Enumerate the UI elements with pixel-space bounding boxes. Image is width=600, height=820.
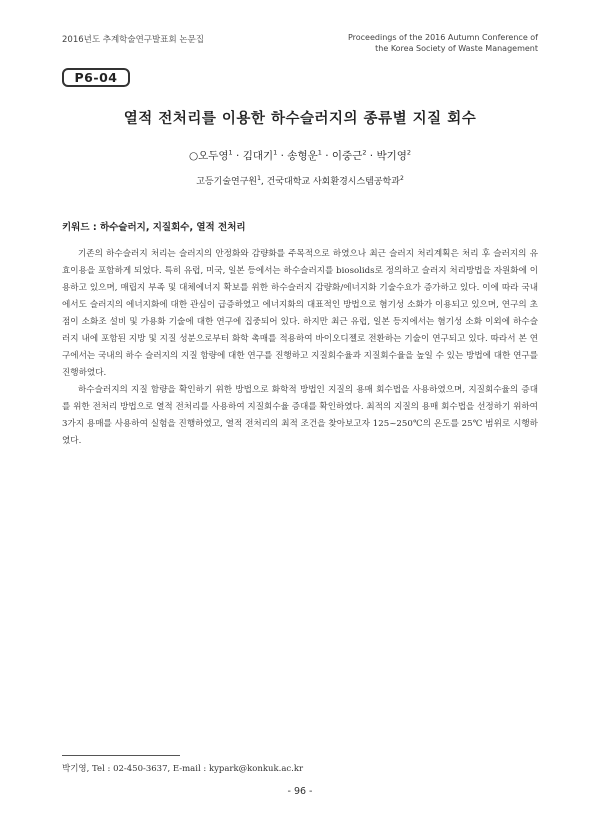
paper-title: 열적 전처리를 이용한 하수슬러지의 종류별 지질 회수	[123, 111, 477, 127]
running-header-right-line2: the Korea Society of Waste Management	[375, 44, 538, 53]
page-number: - 96 -	[287, 786, 313, 797]
affiliation-line	[0, 174, 600, 187]
author-2-name: 김대기	[242, 150, 274, 162]
author-2-affil: 1	[273, 148, 278, 157]
footnote-divider	[62, 755, 180, 756]
affiliation-2-marker: 2	[399, 175, 404, 182]
author-list	[0, 148, 600, 163]
author-1-name: 오두영	[198, 150, 229, 162]
abstract-body	[62, 246, 538, 450]
body-paragraph-2: 하수슬러지의 지질 함량을 확인하기 위한 방법으로 화학적 방법인 지질의 용매 회수법을 사용하였으며, 지질회수율의 증대를 위한 전처리 방법으로 열적 전처리를 사용하여 지질회수율 증대를 확인하였다. 최적의 지질의 용매 회수법을 선정하기 위하여 3가지 용매를 사용하여 실험을 진행하였고, 열적 전처리의 최적 조건을 찾아보고자 125~250℃의 온도를 25℃ 범위로 시행하였다.	[62, 385, 538, 446]
affiliation-1: 고등기술연구원	[196, 177, 258, 187]
paper-id-badge: P6-04	[62, 68, 130, 87]
running-header-left: 2016년도 추계학술연구발표회 논문집	[62, 35, 204, 45]
keywords: 키워드 : 하수슬러지, 지질회수, 열적 전처리	[62, 222, 246, 233]
author-4-name: 이중근	[331, 150, 363, 162]
running-header-right	[278, 32, 538, 54]
author-5-affil: 2	[406, 148, 412, 157]
author-3-affil: 1	[317, 148, 322, 157]
author-1-affil: 1	[228, 148, 233, 157]
running-header-right-line1: Proceedings of the 2016 Autumn Conference of	[347, 33, 538, 42]
author-3-name: 송형운	[287, 150, 318, 162]
affiliation-separator: ,	[260, 177, 267, 187]
affiliation-1-marker: 1	[257, 175, 261, 182]
author-1-marker: ○	[188, 150, 199, 162]
author-separator: ·	[232, 150, 243, 162]
corresponding-author-footnote: 박기영, Tel : 02-450-3637, E-mail : kypark@konkuk.ac.kr	[62, 764, 304, 774]
author-4-affil: 2	[362, 148, 367, 157]
body-paragraph-1: 기존의 하수슬러지 처리는 슬러지의 안정화와 감량화를 주목적으로 하였으나 최근 슬러지 처리계획은 처리 후 슬러지의 유효이용을 포함하게 되었다. 특히 유럽, 미국, 일본 등에서는 하수슬러지를 biosolids로 정의하고 슬러지 처리방법을 자원화에 이용하고 있으며, 매립지 부족 및 대체에너지 확보를 위한 하수슬러지 감량화/에너지화 기술수요가 증가하고 있다. 이에 따라 국내에서도 슬러지의 에너지화에 대한 관심이 급증하였고 에너지화의 대표적인 방법으로 혐기성 소화가 이용되고 있으며, 연구의 초점이 소화조 설비 및 가용화 기술에 대한 연구에 집중되어 있다. 하지만 최근 유럽, 일본 등지에서는 혐기성 소화 이외에 하수슬러지 내에 포함된 지방 및 지질 성분으로부터 화학 촉매를 적용하여 바이오디젤로 전환하는 기술이 연구되고 있다. 따라서 본 연구에서는 국내의 하수 슬러지의 지질 함량에 대한 연구를 진행하고 지질회수율과 지질회수율을 높일 수 있는 방법에 대한 연구를 진행하였다.	[62, 249, 538, 378]
author-5-name: 박기영	[376, 150, 407, 162]
author-separator: ·	[277, 150, 288, 162]
author-separator: ·	[321, 150, 332, 162]
affiliation-2: 건국대학교 사회환경시스템공학과	[266, 177, 400, 187]
author-separator: ·	[366, 150, 377, 162]
